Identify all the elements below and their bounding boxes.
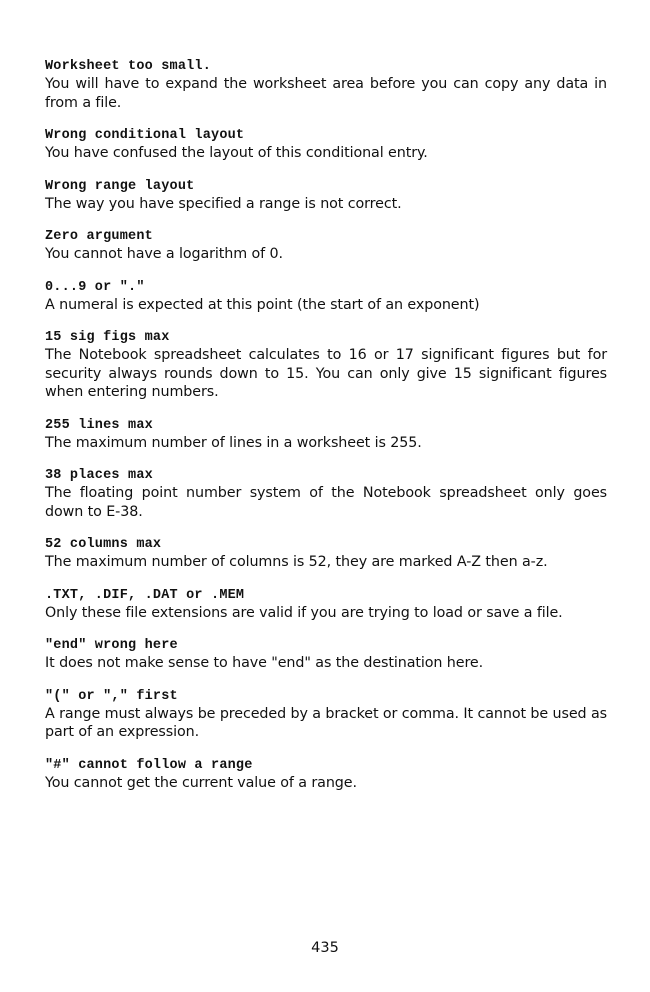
error-description: The Notebook spreadsheet calculates to 16 or 17 significant figures but for security always rounds down to 15. You can only give 15 significant figures when entering numbers.	[45, 347, 607, 400]
error-description: A numeral is expected at this point (the start of an exponent)	[45, 296, 480, 313]
error-entry	[45, 417, 607, 453]
error-entry	[45, 536, 607, 572]
error-entry	[45, 637, 607, 673]
error-entry	[45, 688, 607, 742]
error-title: Wrong range layout	[45, 178, 195, 194]
error-entry	[45, 279, 607, 315]
error-title: Worksheet too small.	[45, 59, 212, 74]
error-entry	[45, 58, 607, 112]
error-description: The maximum number of columns is 52, they are marked A-Z then a-z.	[45, 554, 548, 570]
error-title: "(" or "," first	[45, 688, 178, 704]
error-title: 38 places max	[45, 468, 153, 483]
error-description: You cannot get the current value of a range.	[45, 774, 357, 791]
error-entry	[45, 127, 607, 163]
error-description: Only these file extensions are valid if you are trying to load or save a file.	[45, 604, 563, 621]
error-title: 15 sig figs max	[45, 330, 170, 345]
error-title: Zero argument	[45, 229, 153, 244]
error-description: The floating point number system of the Notebook spreadsheet only goes down to E-38.	[45, 485, 607, 520]
page-number: 435	[311, 940, 339, 956]
error-description: The way you have specified a range is not correct.	[45, 195, 402, 212]
error-description: You have confused the layout of this conditional entry.	[45, 145, 428, 161]
error-title: 52 columns max	[45, 537, 162, 552]
error-title: 0...9 or "."	[45, 279, 145, 295]
error-description: The maximum number of lines in a worksheet is 255.	[45, 434, 422, 451]
error-entry	[45, 587, 607, 623]
error-entry	[45, 757, 607, 793]
error-description: You cannot have a logarithm of 0.	[45, 246, 283, 262]
error-entry	[45, 178, 607, 214]
error-entry	[45, 228, 607, 264]
error-title: .TXT, .DIF, .DAT or .MEM	[45, 587, 245, 603]
error-description: It does not make sense to have "end" as the destination here.	[45, 655, 484, 671]
error-title: Wrong conditional layout	[45, 128, 245, 143]
error-title: "#" cannot follow a range	[45, 757, 253, 773]
error-description: A range must always be preceded by a bracket or comma. It cannot be used as part of an expression.	[45, 705, 607, 740]
error-entry	[45, 329, 607, 402]
error-description: You will have to expand the worksheet area before you can copy any data in from a file.	[45, 76, 607, 111]
error-entry	[45, 467, 607, 521]
error-title: "end" wrong here	[45, 638, 178, 653]
error-title: 255 lines max	[45, 417, 153, 433]
error-message-list	[45, 58, 607, 807]
